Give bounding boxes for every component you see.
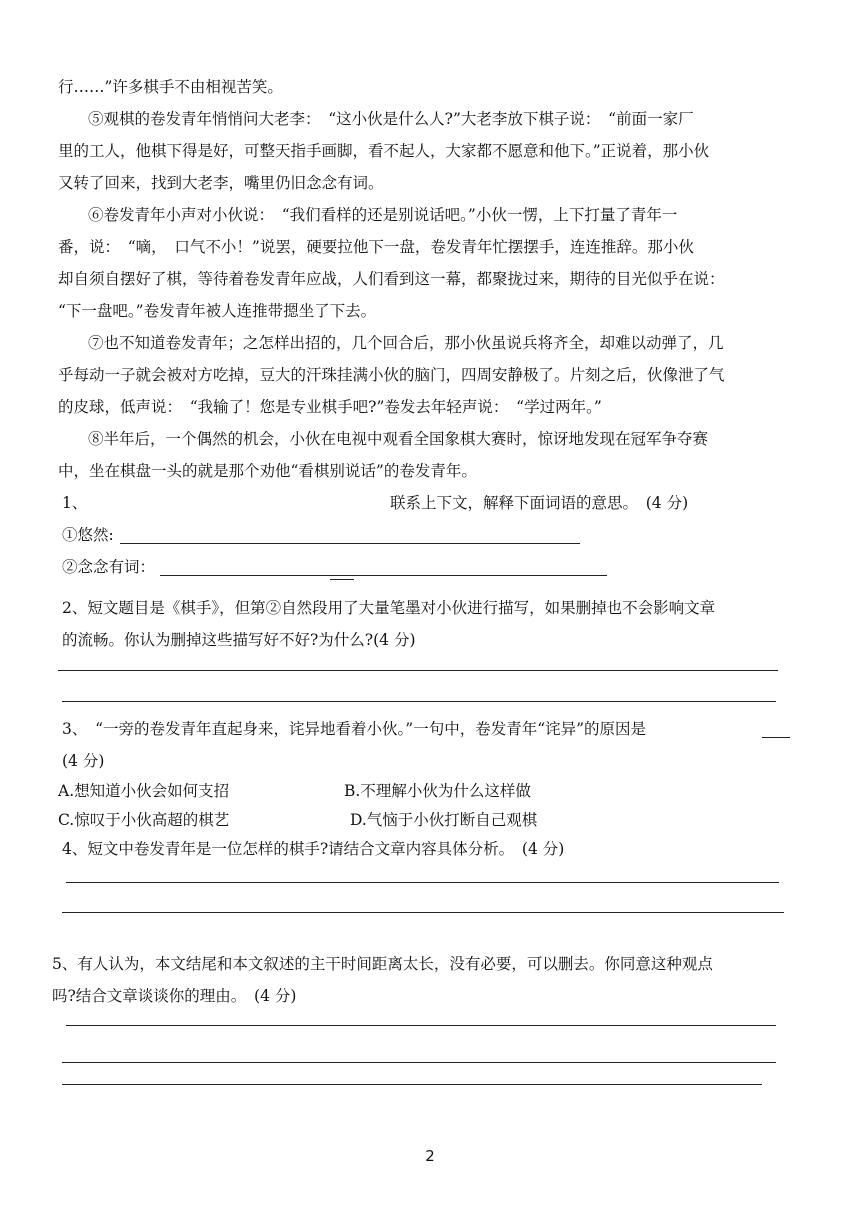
paragraph-7-line-3: 的皮球，低声说： “我输了！您是专业棋手吧?”卷发去年轻声说： “学过两年。” <box>58 398 602 416</box>
question-1-prompt: 联系上下文，解释下面词语的意思。 (4 分) <box>390 494 689 512</box>
question-1-item-b-answer-line[interactable] <box>160 575 607 576</box>
paragraph-6-line-1: ⑥卷发青年小声对小伙说： “我们看样的还是别说话吧。”小伙一愣，上下打量了青年一 <box>88 206 678 224</box>
question-3-option-c: C.惊叹于小伙高超的棋艺 <box>58 811 230 829</box>
paragraph-7-line-1: ⑦也不知道卷发青年；之怎样出招的，几个回合后，那小伙虽说兵将齐全，却难以动弹了，几 <box>88 334 724 352</box>
paragraph-8-line-1: ⑧半年后，一个偶然的机会，小伙在电视中观看全国象棋大赛时，惊讶地发现在冠军争夺赛 <box>88 430 709 448</box>
question-1-item-a-answer-line[interactable] <box>120 543 580 544</box>
question-4-prompt: 4、短文中卷发青年是一位怎样的棋手?请结合文章内容具体分析。 (4 分) <box>62 840 565 858</box>
question-1-item-b-label: ②念念有词： <box>62 558 156 576</box>
question-2-line-1: 2、短文题目是《棋手》，但第②自然段用了大量笔墨对小伙进行描写，如果删掉也不会影响文章 <box>62 599 716 617</box>
question-2-answer-line-2[interactable] <box>62 701 776 702</box>
question-3-answer-blank[interactable] <box>762 737 790 738</box>
question-3-option-a: A.想知道小伙会如何支招 <box>58 782 230 800</box>
question-3-option-d: D.气恼于小伙打断自己观棋 <box>350 811 538 829</box>
question-1-item-a-label: ①悠然: <box>62 526 114 544</box>
passage-intro-line: 行……”许多棋手不由相视苦笑。 <box>58 78 283 96</box>
question-5-answer-line-1[interactable] <box>66 1025 776 1026</box>
paragraph-6-line-2: 番，说： “嘀， 口气不小！”说罢，硬要拉他下一盘，卷发青年忙摆摆手，连连推辞。那小伙 <box>58 238 694 256</box>
question-1-number: 1、 <box>62 494 88 512</box>
paragraph-6-line-4: “下一盘吧。”卷发青年被人连推带摁坐了下去。 <box>58 302 377 320</box>
paragraph-8-line-2: 中，坐在棋盘一头的就是那个劝他“看棋别说话”的卷发青年。 <box>58 462 477 480</box>
question-2-answer-line-1[interactable] <box>58 670 778 671</box>
paragraph-5-line-1: ⑤观棋的卷发青年悄悄问大老李： “这小伙是什么人?”大老李放下棋子说： “前面一家厂 <box>88 110 694 128</box>
question-3-line-1: 3、 “一旁的卷发青年直起身来，诧异地看着小伙。”一句中，卷发青年“诧异”的原因是 <box>62 720 647 738</box>
question-5-answer-line-2[interactable] <box>62 1062 776 1063</box>
page-number: 2 <box>425 1147 435 1165</box>
question-3-line-2: (4 分) <box>62 752 105 770</box>
paragraph-5-line-3: 又转了回来，找到大老李，嘴里仍旧念念有词。 <box>58 174 384 192</box>
question-5-line-2: 吗?结合文章谈谈你的理由。 (4 分) <box>52 987 297 1005</box>
question-4-answer-line-1[interactable] <box>66 882 779 883</box>
question-5-line-1: 5、有人认为，本文结尾和本文叙述的主干时间距离太长，没有必要，可以删去。你同意这种观点 <box>52 955 713 973</box>
paragraph-5-line-2: 里的工人，他棋下得是好，可整天指手画脚，看不起人，大家都不愿意和他下。”正说着，那小伙 <box>58 142 710 160</box>
stray-underline-mark <box>330 579 354 580</box>
question-3-option-b: B.不理解小伙为什么这样做 <box>344 782 531 800</box>
question-5-answer-line-3[interactable] <box>62 1084 762 1085</box>
question-2-line-2: 的流畅。你认为删掉这些描写好不好?为什么?(4 分) <box>62 631 416 649</box>
paragraph-6-line-3: 却自须自摆好了棋，等待着卷发青年应战，人们看到这一幕，都聚拢过来，期待的目光似乎在说： <box>58 270 725 288</box>
question-4-answer-line-2[interactable] <box>62 912 784 913</box>
paragraph-7-line-2: 乎每动一子就会被对方吃掉，豆大的汗珠挂满小伙的脑门，四周安静极了。片刻之后，伙像泄了气 <box>58 366 725 384</box>
